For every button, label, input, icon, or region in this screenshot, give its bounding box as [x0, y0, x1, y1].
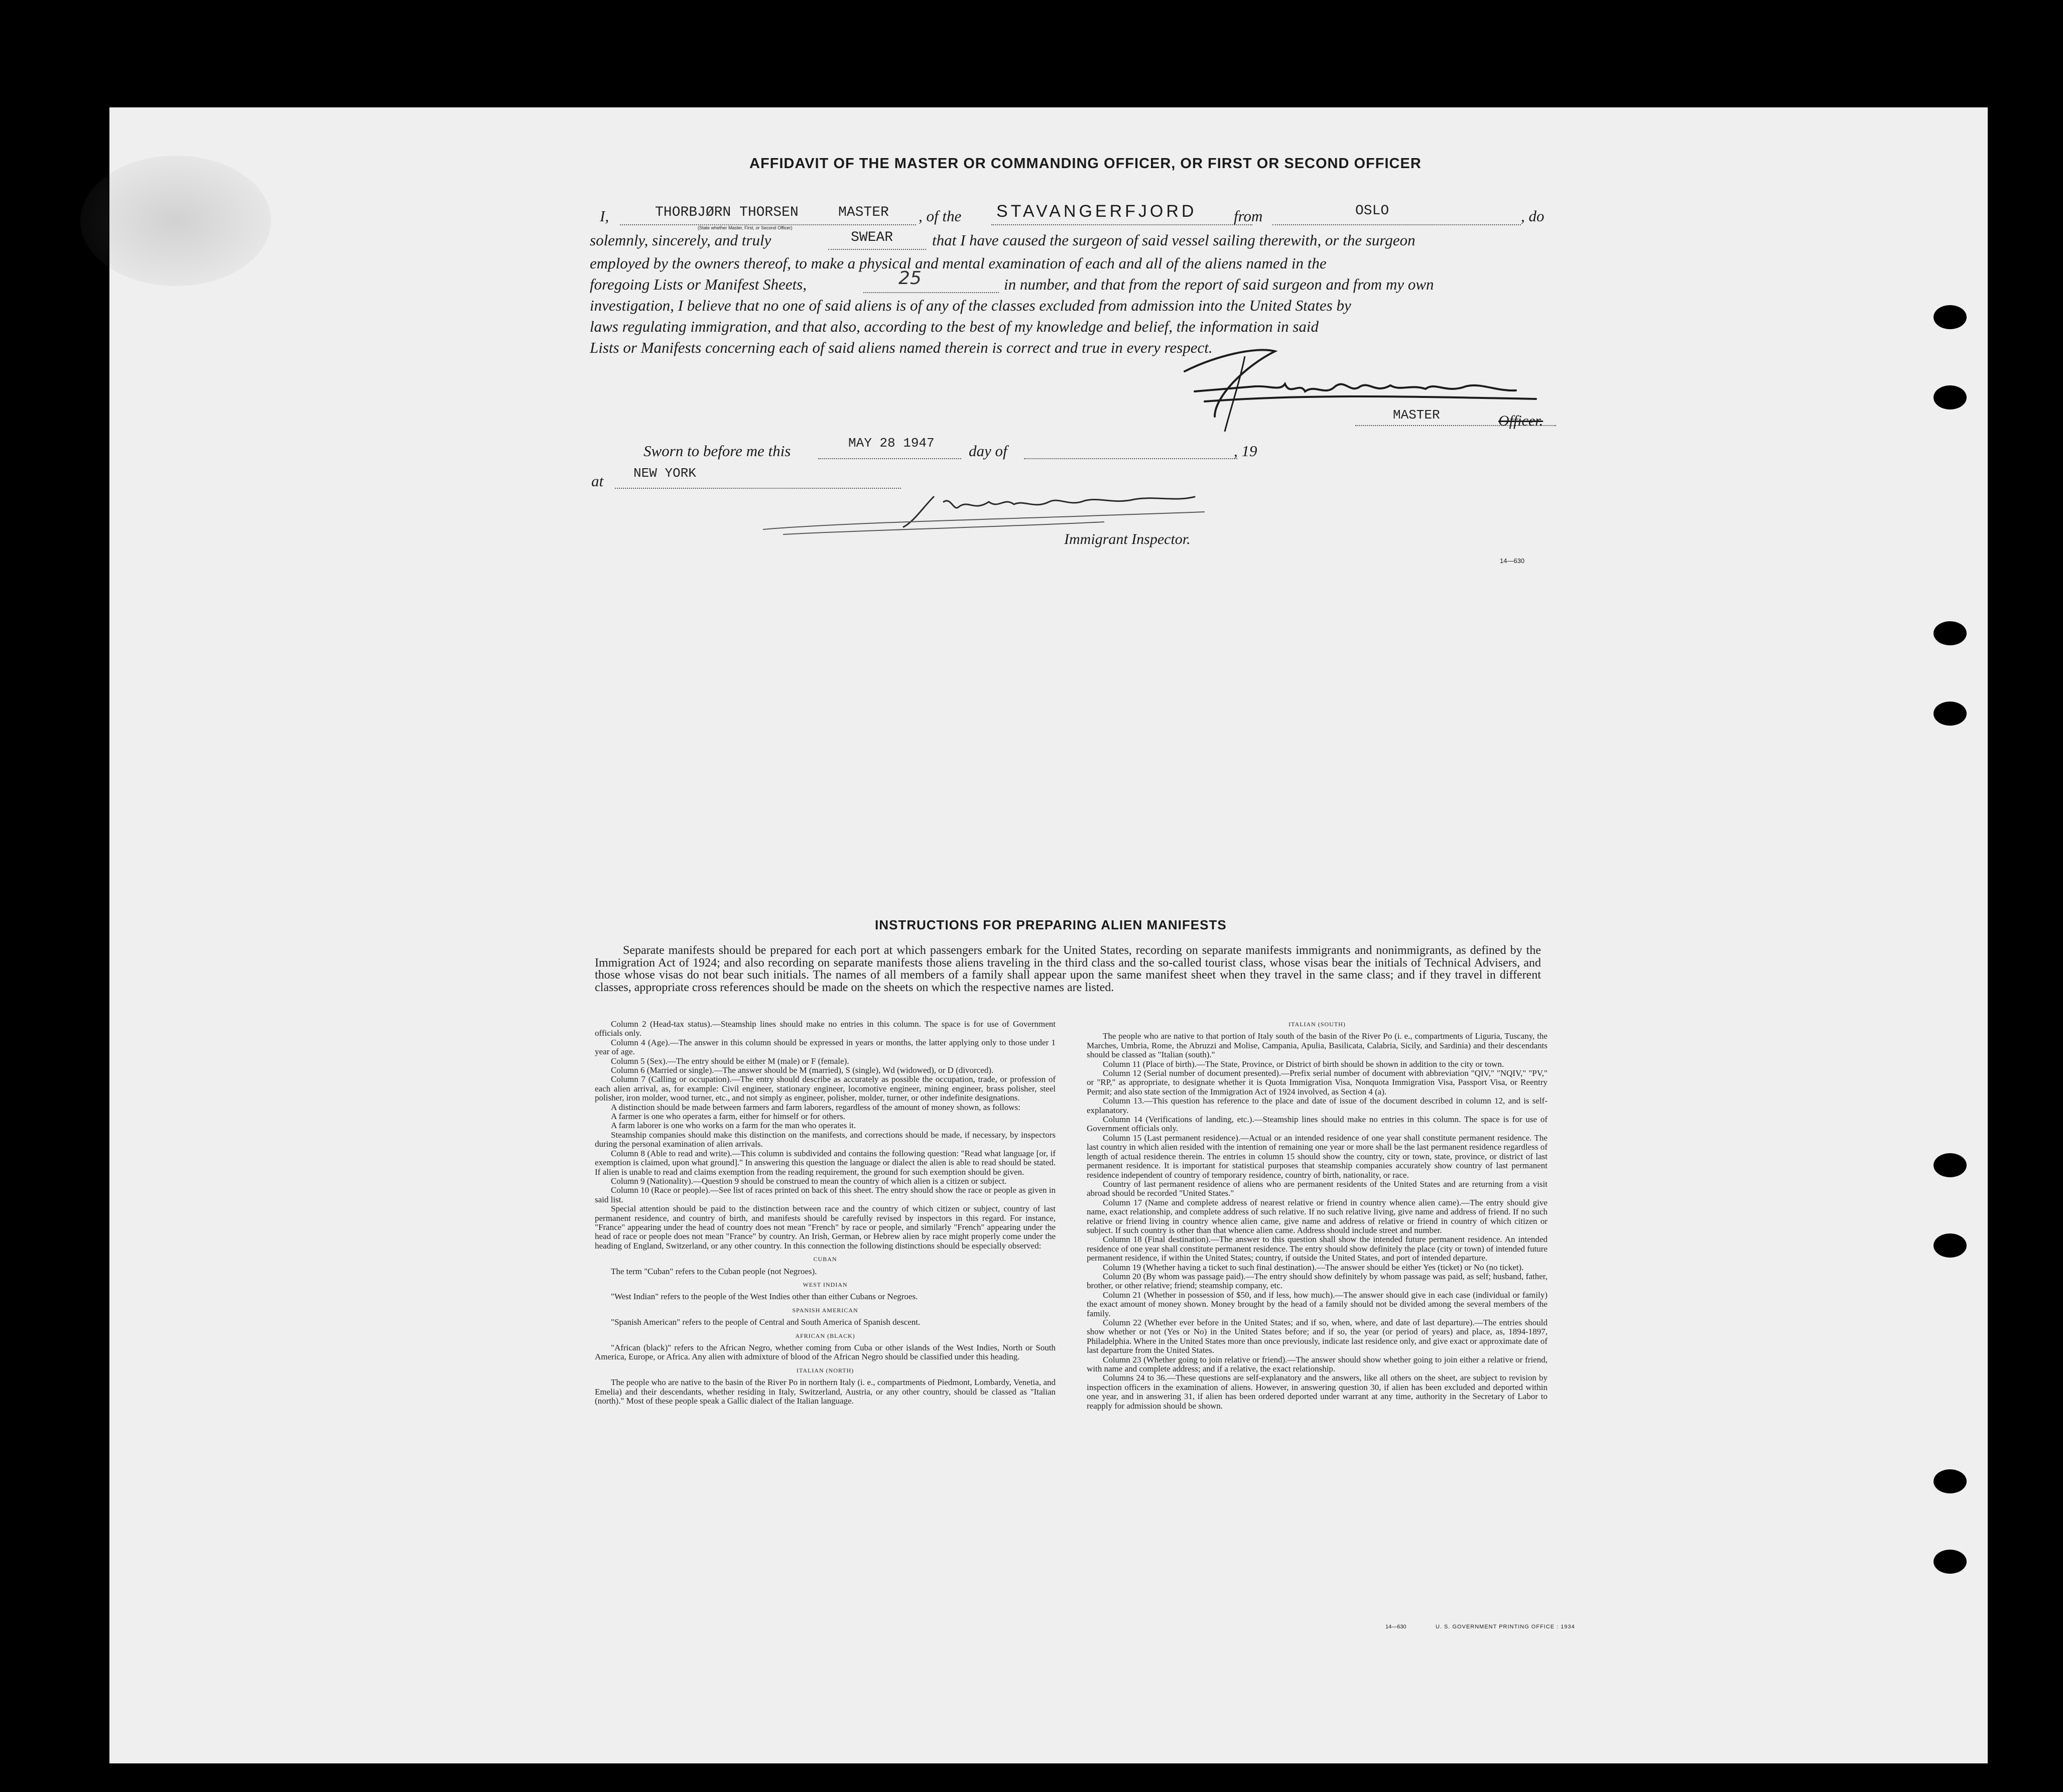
- instruction-paragraph: Column 20 (By whom was passage paid).—The entry should show definitely by whom passage was paid, as self; husband, father, brother, or other relative; friend; steamship company, etc.: [1087, 1271, 1548, 1291]
- officer-word: Officer.: [1498, 412, 1543, 429]
- affidavit-line3: employed by the owners thereof, to make a physical and mental examination of each and all of the aliens named in the: [590, 254, 1327, 272]
- italian-north-definition: The people who are native to the basin of the River Po in northern Italy (i. e., compartments of Piedmont, Lombardy, Venetia, and Emelia) and their descendants, whether residing in Italy, Switzerland, Austria, or any other country, should be classed as "Italian (north)." Most of these people speak a Gallic dialect of the Italian language.: [595, 1377, 1056, 1406]
- instruction-paragraph: Country of last permanent residence of aliens who are permanent residents of the United States and are returning from a visit abroad should be recorded "United States.": [1087, 1179, 1548, 1198]
- instructions-left-column: [595, 1020, 1056, 1406]
- do-text: , do: [1521, 207, 1544, 225]
- alien-count: 25: [898, 268, 922, 289]
- section-heading-spanish-american: SPANISH AMERICAN: [792, 1306, 858, 1314]
- footer-form-number: 14—630: [1385, 1624, 1406, 1630]
- vessel-line: [991, 224, 1252, 225]
- instruction-paragraph: Column 17 (Name and complete address of nearest relative or friend in country whence alien came).—The entry should give name, exact relationship, and complete address of such relative. If no such relative living, give name and address of friend. If no such relative or friend living in country whence alien came, give name and address of relative or friend in country of which citizen or subject. If such country is other than that whence alien came. Address should include street and number.: [1087, 1197, 1548, 1235]
- instruction-paragraph: Column 21 (Whether in possession of $50, and if less, how much).—The answer should give in each case (individual or family) the exact amount of money shown. Money brought by the head of a family should not be divided among the several members of the family.: [1087, 1290, 1548, 1318]
- section-heading-african: AFRICAN (BLACK): [795, 1332, 855, 1339]
- african-definition: "African (black)" refers to the African Negro, whether coming from Cuba or other islands of the West Indies, North or South America, Europe, or Africa. Any alien with admixture of blood of the African Negro should be classified under this heading.: [595, 1343, 1056, 1362]
- affidavit-line7: Lists or Manifests concerning each of said aliens named therein is correct and true in every respect.: [590, 339, 1213, 356]
- inspector-label: Immigrant Inspector.: [1064, 531, 1191, 547]
- instruction-paragraph: Column 6 (Married or single).—The answer should be M (married), S (single), Wd (widowed), or D (divorced).: [611, 1065, 994, 1075]
- vessel-name: STAVANGERFJORD: [996, 202, 1197, 221]
- affidavit-line4-pre: foregoing Lists or Manifest Sheets,: [590, 275, 807, 293]
- section-heading-italian-north: ITALIAN (NORTH): [796, 1366, 854, 1374]
- date-line: [818, 458, 961, 459]
- section-heading-west-indian: WEST INDIAN: [803, 1281, 848, 1288]
- instruction-paragraph: The people who are native to that portion of Italy south of the basin of the River Po (i. e., compartments of Liguria, Tuscany, the Marches, Umbria, Rome, the Abruzzi and Molise, Campania, Apulia, Basilicata, Calabria, Sicily, and Sardinia) and their descendants should be classed as "Italian (south).": [1087, 1031, 1548, 1060]
- of-the-text: , of the: [919, 207, 962, 225]
- oath-word: SWEAR: [851, 230, 893, 245]
- instruction-paragraph: Column 14 (Verifications of landing, etc.).—Steamship lines should make no entries in this column. The space is for use of Government officials only.: [1087, 1115, 1548, 1134]
- master-rank: MASTER: [838, 205, 889, 220]
- instruction-paragraph: Special attention should be paid to the distinction between race and the country of which citizen or subject, country of last permanent residence, and country of birth, and manifests should be carefully revised by inspectors in this regard. For instance, "France" appearing under the head of country does not mean "French" by race or people, and similarly "French" appearing under the head of race or people does not mean "France" by country. An Irish, German, or Hebrew alien by race might properly come under the heading of England, Switzerland, or any other country. In this connection the following distinctions should be especially observed:: [595, 1204, 1056, 1251]
- instruction-paragraph: Column 9 (Nationality).—Question 9 should be construed to mean the country of which alien is a citizen or subject.: [611, 1176, 1007, 1186]
- instructions-right-column: [1087, 1020, 1548, 1411]
- sworn-place: NEW YORK: [633, 466, 696, 481]
- instruction-paragraph: Column 4 (Age).—The answer in this column should be expressed in years or months, the latter applying only to those under 1 year of age.: [595, 1037, 1056, 1057]
- day-of-text: day of: [969, 442, 1007, 460]
- west-indian-definition: "West Indian" refers to the people of the West Indies other than either Cubans or Negroes.: [611, 1292, 918, 1302]
- master-signature: [1154, 336, 1556, 437]
- instruction-paragraph: Column 10 (Race or people).—See list of races printed on back of this sheet. The entry should show the race or people as given in said list.: [595, 1185, 1056, 1204]
- instruction-paragraph: Column 13.—This question has reference to the place and date of issue of the document described in column 12, and is self-explanatory.: [1087, 1096, 1548, 1115]
- count-line: [863, 292, 999, 293]
- cuban-definition: The term "Cuban" refers to the Cuban people (not Negroes).: [611, 1266, 817, 1276]
- affidavit-line2-post: that I have caused the surgeon of said vessel sailing therewith, or the surgeon: [932, 231, 1415, 249]
- instruction-paragraph: Column 7 (Calling or occupation).—The entry should describe as accurately as possible the occupation, trade, or profession of each alien arrival, as, for example: Civil engineer, stationary engineer, locomotive engineer, mining engineer, brass polisher, steel polisher, iron molder, wood turner, etc., and not simply as engineer, polisher, molder, turner, or other indefinite designations.: [595, 1074, 1056, 1103]
- instruction-paragraph: Column 5 (Sex).—The entry should be either M (male) or F (female).: [611, 1056, 849, 1066]
- affidavit-title: AFFIDAVIT OF THE MASTER OR COMMANDING OFFICER, OR FIRST OR SECOND OFFICER: [749, 156, 1422, 172]
- instruction-paragraph: Column 12 (Serial number of document presented).—Prefix serial number of document with abbreviation "QIV," "NQIV," "PV," or "RP," as appropriate, to designate whether it is Quota Immigration Visa, Nonquota Immigration Visa, Passport Visa, or Reentry Permit; and also state section of the Immigration Act of 1924 involved, as Section 4 (a).: [1087, 1068, 1548, 1096]
- departure-port: OSLO: [1355, 203, 1389, 219]
- master-name: THORBJØRN THORSEN: [655, 205, 799, 220]
- officer-rank: MASTER: [1393, 407, 1440, 423]
- footer-printer: U. S. GOVERNMENT PRINTING OFFICE : 1934: [1436, 1624, 1575, 1630]
- punch-hole: [1933, 1153, 1967, 1177]
- instructions-intro: Separate manifests should be prepared for each port at which passengers embark for the United States, recording on separate manifests immigrants and nonimmigrants, as defined by the Immigration Act of 1924; and also recording on separate manifests those aliens traveling in the third class and the so-called tourist class, whose visas bear the initials of Technical Advisers, and those whose visas do not bear such initials. The names of all members of a family shall appear upon the same manifest sheet when they travel in the same class; and if they travel in different classes, appropriate cross references should be made on the sheets on which the respective names are listed.: [595, 944, 1541, 994]
- instruction-paragraph: Columns 24 to 36.—These questions are self-explanatory and the answers, like all others on the sheet, are subject to revision by inspection officers in the examination of aliens. However, in answering question 30, if alien has been excluded and deported within one year, and in answering 31, if alien has been ordered deported under warrant at any time, authority in the Secretary of Labor to reapply for admission should be shown.: [1087, 1373, 1548, 1411]
- punch-hole: [1933, 1550, 1967, 1574]
- instruction-paragraph: Column 11 (Place of birth).—The State, Province, or District of birth should be shown in addition to the city or town.: [1103, 1059, 1504, 1069]
- punch-hole: [1933, 1469, 1967, 1493]
- punch-hole: [1933, 1233, 1967, 1258]
- instruction-paragraph: Column 23 (Whether going to join relative or friend).—The answer should show whether going to join either a relative or friend, with name and complete address; and if a relative, the exact relationship.: [1087, 1354, 1548, 1374]
- punch-hole: [1933, 621, 1967, 645]
- year-prefix: , 19: [1234, 442, 1257, 460]
- sworn-date-stamp: MAY 28 1947: [848, 436, 935, 451]
- form-number-top: 14—630: [1500, 557, 1525, 565]
- from-text: from: [1234, 207, 1263, 225]
- instruction-paragraph: Column 8 (Able to read and write).—This column is subdivided and contains the following question: "Read what language [or, if exemption is claimed, upon what ground]." In answering this question the language or dialect the alien is able to read should be stated. If alien is unable to read and claims exemption from the reading requirement, the ground for such exemption should be given.: [595, 1148, 1056, 1177]
- punch-hole: [1933, 305, 1967, 329]
- instructions-title: INSTRUCTIONS FOR PREPARING ALIEN MANIFESTS: [875, 917, 1227, 932]
- affidavit-line2-pre: solemnly, sincerely, and truly: [590, 231, 771, 249]
- instruction-paragraph: Steamship companies should make this distinction on the manifests, and corrections should be made, if necessary, by inspectors during the personal examination of alien arrivals.: [595, 1130, 1056, 1149]
- instruction-paragraph: A distinction should be made between farmers and farm laborers, regardless of the amount of money shown, as follows:: [611, 1102, 1020, 1112]
- instruction-paragraph: Column 15 (Last permanent residence).—Actual or an intended residence of one year shall constitute permanent residence. The last country in which alien resided with the intention of remaining one year or more shall be the last permanent residence regardless of length of actual residence therein. The entries in column 15 should show the country, city or town, state, province, or district of last permanent residence. It is important for statistical purposes that steamship companies accurately show country of last permanent residence independent of country of temporary residence, country of birth, nationality, or race.: [1087, 1133, 1548, 1180]
- instruction-paragraph: Column 19 (Whether having a ticket to such final destination).—The answer should be either Yes (ticket) or No (no ticket).: [1103, 1262, 1524, 1272]
- rank-note: (State whether Master, First, or Second Officer): [698, 225, 793, 230]
- punch-hole: [1933, 702, 1967, 726]
- port-line: [1272, 224, 1521, 225]
- section-heading-cuban: CUBAN: [813, 1256, 837, 1263]
- spanish-american-definition: "Spanish American" refers to the people of Central and South America of Spanish descent.: [611, 1317, 921, 1327]
- instruction-paragraph: Column 2 (Head-tax status).—Steamship lines should make no entries in this column. The space is for use of Government officials only.: [595, 1019, 1056, 1038]
- section-heading-italian-south: ITALIAN (SOUTH): [1288, 1021, 1346, 1028]
- stamp-bleed: [80, 156, 271, 286]
- instruction-paragraph: A farm laborer is one who works on a farm for the man who operates it.: [611, 1121, 856, 1131]
- affidavit-line5: investigation, I believe that no one of said aliens is of any of the classes excluded from admission into the United States by: [590, 297, 1351, 314]
- affidavit-i: I,: [600, 207, 609, 225]
- affidavit-line4-post: in number, and that from the report of said surgeon and from my own: [1004, 275, 1434, 293]
- month-line: [1024, 458, 1237, 459]
- instruction-paragraph: Column 18 (Final destination).—The answer to this question shall show the intended future permanent residence. An intended residence of one year shall constitute permanent residence. The entry should show definitely the place (city or town) of intended future permanent residence, if within the United States; country, if outside the United States, and port of intended departure.: [1087, 1234, 1548, 1263]
- at-label: at: [591, 472, 604, 490]
- sworn-text: Sworn to before me this: [643, 442, 791, 460]
- instruction-paragraph: A farmer is one who operates a farm, either for himself or for others.: [611, 1112, 845, 1122]
- instruction-paragraph: Column 22 (Whether ever before in the United States; and if so, when, where, and date of last departure).—The entries should show whether or not (Yes or No) in the United States before; and if so, the year (or period of years) and place, as, 1894-1897, Philadelphia. Where in the United States more than once previously, indicate last residence only, and give exact or approximate date of last departure from the United States.: [1087, 1318, 1548, 1355]
- oath-line: [828, 249, 926, 250]
- punch-hole: [1933, 385, 1967, 409]
- affidavit-line6: laws regulating immigration, and that also, according to the best of my knowledge and belief, the information in said: [590, 318, 1319, 335]
